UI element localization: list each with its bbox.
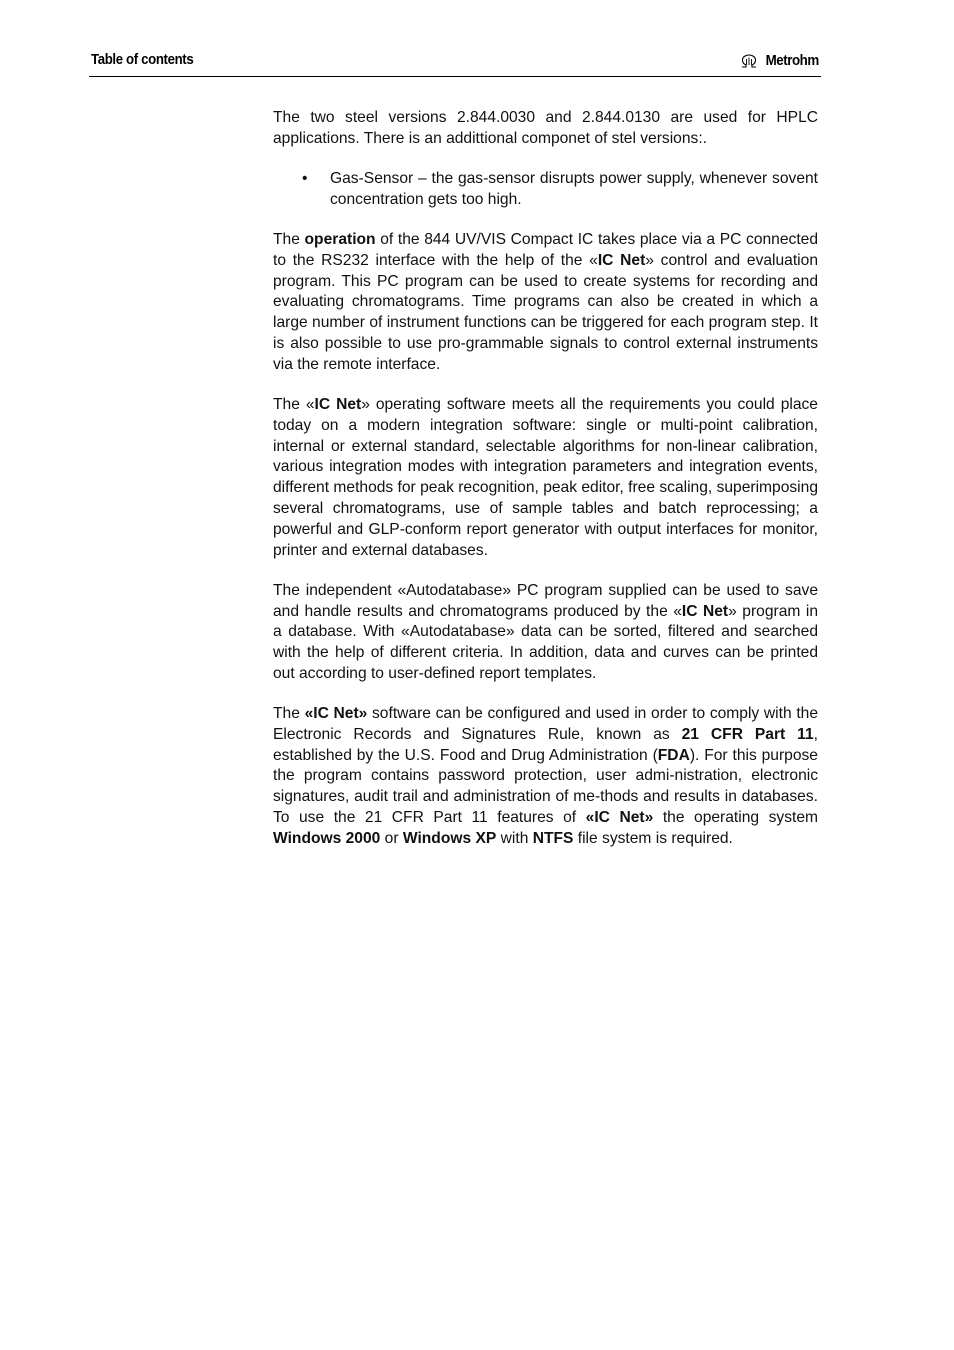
document-body	[273, 108, 818, 869]
metrohm-omega-icon	[739, 54, 759, 68]
bullet-text: – the gas-sensor disrupts power supply, whenever sovent concentration gets too high.	[330, 169, 818, 208]
paragraph-cfr-part-11: The «IC Net» software can be configured and used in order to comply with the Electronic Records and Signatures Rule, known as 21 CFR Part 11, established by the U.S. Food and Drug Administration (FDA). For this purpose the program contains password protection, user admi-nistration, electronic signatures, audit trail and administration of me-thods and results in databases. To use the 21 CFR Part 11 features of «IC Net» the operating system Windows 2000 or Windows XP with NTFS file system is required.	[273, 705, 818, 847]
page-header	[89, 50, 821, 77]
paragraph-operation: The operation of the 844 UV/VIS Compact IC takes place via a PC connected to the RS232 interface with the help of the «IC Net» control and evaluation program. This PC program can be used to create systems for recording and evaluating chromatograms. Time programs can also be created in which a large number of instrument functions can be triggered for each program step. It is also possible to use pro-grammable signals to control external instruments via the remote interface.	[273, 230, 819, 373]
paragraph-steel-versions: The two steel versions 2.844.0030 and 2.844.0130 are used for HPLC applications. There is an addittional componet of stel versions:.	[273, 109, 818, 147]
bullet-dot: •	[302, 169, 308, 187]
paragraph-ic-net-software: The «IC Net» operating software meets all the requirements you could place today on a modern integration software: single or multi-point calibration, internal or external standard, selectable algorithms for non-linear calibration, various integration modes with integration parameters and integration events, different methods for peak recognition, peak editor, free scaling, superimposing several chromatograms, use of sample tables and batch reprocessing; a powerful and GLP-conform report generator with output interfaces for monitor, printer and external databases.	[273, 395, 818, 559]
paragraph-autodatabase: The independent «Autodatabase» PC program supplied can be used to save and handle results and chromatograms produced by the «IC Net» program in a database. With «Autodatabase» data can be sorted, filtered and searched with the help of different criteria. In addition, data and curves can be printed out according to user-defined report templates.	[273, 581, 818, 682]
brand-logo	[739, 53, 819, 69]
bullet-list	[273, 169, 818, 211]
header-section-title: Table of contents	[91, 51, 194, 68]
brand-name: Metrohm	[765, 53, 819, 69]
bullet-term: Gas-Sensor	[330, 169, 414, 187]
list-item	[302, 169, 818, 211]
